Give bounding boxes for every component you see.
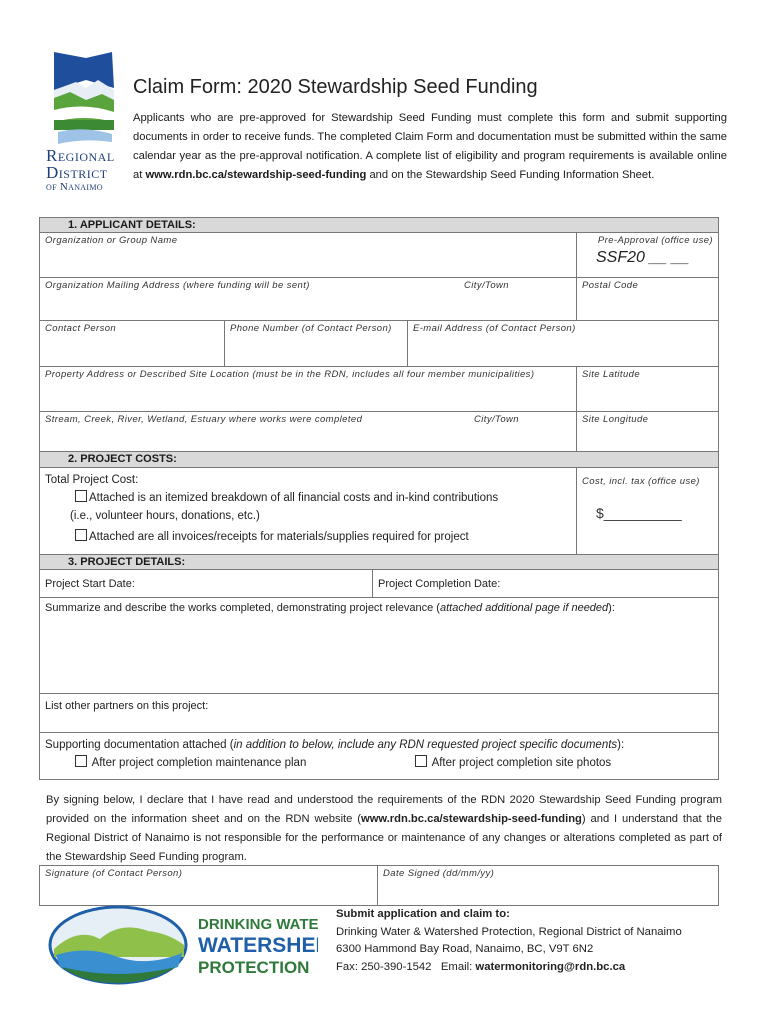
completion-date-field[interactable]: Project Completion Date: — [378, 578, 501, 590]
longitude-field[interactable]: Site Longitude — [582, 414, 649, 425]
submit-fax: Fax: 250-390-1542 — [336, 960, 432, 973]
summary-field[interactable]: Summarize and describe the works completed, demonstrating project relevance (attached additional page if needed): — [45, 602, 615, 614]
submit-org: Drinking Water & Watershed Protection, Regional District of Nanaimo — [336, 925, 682, 938]
email-field[interactable]: E-mail Address (of Contact Person) — [413, 323, 576, 334]
mailing-address-field[interactable]: Organization Mailing Address (where funding will be sent) City/Town — [40, 278, 577, 320]
supporting-docs-block: Supporting documentation attached (in addition to below, include any RDN requested project specific documents): After project completion maintenance plan After project completion site photos — [45, 739, 625, 769]
date-signed-field[interactable]: Date Signed (dd/mm/yy) — [383, 868, 495, 879]
submit-email[interactable]: watermonitoring@rdn.bc.ca — [475, 960, 626, 973]
contact-person-field[interactable]: Contact Person — [40, 321, 225, 366]
submit-heading: Submit application and claim to: — [336, 908, 510, 920]
total-cost-label: Total Project Cost: — [45, 474, 139, 486]
postal-code-field[interactable]: Postal Code — [582, 280, 639, 291]
rdn-mountain-icon — [46, 50, 122, 145]
latitude-field[interactable]: Site Latitude — [582, 369, 641, 380]
logo-regional: Regional — [46, 146, 115, 165]
stream-field[interactable]: Stream, Creek, River, Wetland, Estuary where works were completed City/Town — [40, 412, 577, 451]
cost-dollar: $__________ — [596, 505, 682, 521]
funding-link[interactable]: www.rdn.bc.ca/stewardship-seed-funding — [145, 169, 367, 181]
svg-text:WATERSHED: WATERSHED — [198, 934, 318, 957]
watershed-landscape-icon — [48, 905, 318, 987]
declaration-text: By signing below, I declare that I have read and understood the requirements of the RDN 2020 Stewardship Seed Funding program provided on the information sheet and on the RDN website (www.rdn.bc.ca/stewardship-seed-funding) and I understand that the Regional District of Nanaimo is not responsible for the performance or maintenance of any changes or alterations completed as part of the Stewardship Seed Funding program. — [46, 794, 722, 863]
checkbox-photos[interactable] — [415, 755, 427, 767]
svg-text:DRINKING WATER: DRINKING WATER — [198, 916, 318, 933]
org-name-field[interactable]: Organization or Group Name — [40, 233, 577, 277]
cost-office-field: Cost, incl. tax (office use) $__________ — [577, 468, 718, 554]
preapproval-field: Pre-Approval (office use) SSF20 __ __ — [596, 235, 713, 266]
start-date-field[interactable]: Project Start Date: — [40, 570, 373, 597]
checkbox-invoices[interactable] — [75, 529, 87, 541]
section-costs-heading: 2. PROJECT COSTS: — [39, 452, 719, 468]
section-details-heading: 3. PROJECT DETAILS: — [39, 554, 719, 570]
phone-field[interactable]: Phone Number (of Contact Person) — [225, 321, 408, 366]
costs-block: Total Project Cost: Attached is an itemized breakdown of all financial costs and in-kind contributions (i.e., volunteer hours, donations, etc.) Attached are all invoices/receipts for materials/supplies required for project — [40, 468, 577, 554]
submit-info: Submit application and claim to: Drinking Water & Watershed Protection, Regional District of Nanaimo 6300 Hammond Bay Road, Nanaimo, BC, V9T 6N2 Fax: 250-390-1542 Email: watermonitoring@rdn.bc.ca — [336, 908, 682, 973]
logo-nanaimo: of Nanaimo — [46, 181, 103, 193]
signature-field[interactable]: Signature (of Contact Person) — [40, 866, 378, 905]
ssf-number: SSF20 __ __ — [596, 249, 690, 266]
watershed-logo — [48, 905, 318, 987]
intro-paragraph: Applicants who are pre-approved for Stewardship Seed Funding must complete this form and submit supporting documents in order to receive funds. The completed Claim Form and documentation must be submitted within the same calendar year as the pre-approval notification. A complete list of eligibility and program requirements is available online at www.rdn.bc.ca/stewardship-seed-funding and on the Stewardship Seed Funding Information Sheet. — [133, 112, 727, 181]
declaration-link[interactable]: www.rdn.bc.ca/stewardship-seed-funding — [361, 813, 582, 825]
submit-address: 6300 Hammond Bay Road, Nanaimo, BC, V9T 6N2 — [336, 943, 594, 955]
svg-text:PROTECTION: PROTECTION — [198, 958, 310, 977]
claim-form — [39, 217, 719, 780]
page-title: Claim Form: 2020 Stewardship Seed Funding — [133, 76, 538, 98]
property-address-field[interactable]: Property Address or Described Site Location (must be in the RDN, includes all four member municipalities) — [40, 367, 577, 411]
section-applicant-heading: 1. APPLICANT DETAILS: — [39, 217, 719, 233]
rdn-logo — [46, 50, 122, 200]
checkbox-maintenance[interactable] — [75, 755, 87, 767]
signature-row — [39, 865, 719, 906]
partners-field[interactable]: List other partners on this project: — [45, 700, 209, 712]
logo-district: District — [46, 163, 108, 182]
checkbox-itemized[interactable] — [75, 490, 87, 502]
